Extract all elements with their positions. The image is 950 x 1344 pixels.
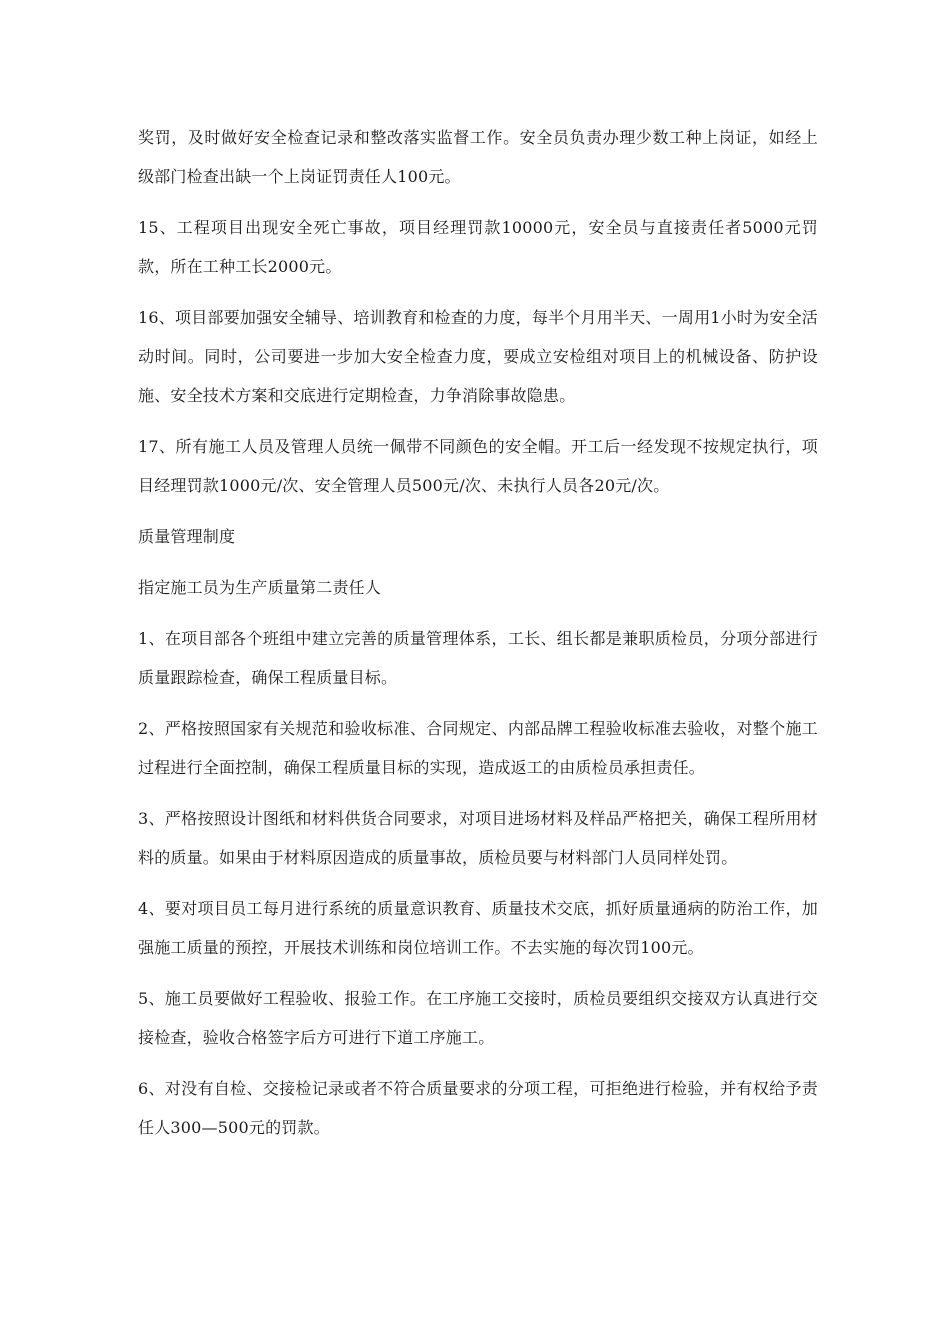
document-body: [138, 118, 818, 1159]
subheading-responsible-person: 指定施工员为生产质量第二责任人: [138, 578, 382, 597]
paragraph-quality-item-6: 6、对没有自检、交接检记录或者不符合质量要求的分项工程，可拒绝进行检验，并有权给予责任人300—500元的罚款。: [138, 1079, 818, 1137]
paragraph-reward-penalty: 奖罚，及时做好安全检查记录和整改落实监督工作。安全员负责办理少数工种上岗证，如经上级部门检查出缺一个上岗证罚责任人100元。: [138, 128, 818, 186]
paragraph-item-17: 17、所有施工人员及管理人员统一佩带不同颜色的安全帽。开工后一经发现不按规定执行，项目经理罚款1000元/次、安全管理人员500元/次、未执行人员各20元/次。: [138, 437, 818, 495]
paragraph-quality-item-5: 5、施工员要做好工程验收、报验工作。在工序施工交接时，质检员要组织交接双方认真进行交接检查，验收合格签字后方可进行下道工序施工。: [138, 989, 818, 1047]
paragraph-item-16: 16、项目部要加强安全辅导、培训教育和检查的力度，每半个月用半天、一周用1小时为安全活动时间。同时，公司要进一步加大安全检查力度，要成立安检组对项目上的机械设备、防护设施、安全技术方案和交底进行定期检查，力争消除事故隐患。: [138, 308, 818, 405]
paragraph-quality-item-2: 2、严格按照国家有关规范和验收标准、合同规定、内部品牌工程验收标准去验收，对整个施工过程进行全面控制，确保工程质量目标的实现，造成返工的由质检员承担责任。: [138, 719, 818, 777]
paragraph-quality-item-1: 1、在项目部各个班组中建立完善的质量管理体系，工长、组长都是兼职质检员，分项分部进行质量跟踪检查，确保工程质量目标。: [138, 629, 818, 687]
paragraph-quality-item-3: 3、严格按照设计图纸和材料供货合同要求，对项目进场材料及样品严格把关，确保工程所用材料的质量。如果由于材料原因造成的质量事故，质检员要与材料部门人员同样处罚。: [138, 809, 818, 867]
paragraph-quality-item-4: 4、要对项目员工每月进行系统的质量意识教育、质量技术交底，抓好质量通病的防治工作，加强施工质量的预控，开展技术训练和岗位培训工作。不去实施的每次罚100元。: [138, 899, 818, 957]
section-heading-quality-management: 质量管理制度: [138, 527, 236, 546]
paragraph-item-15: 15、工程项目出现安全死亡事故，项目经理罚款10000元，安全员与直接责任者5000元罚款，所在工种工长2000元。: [138, 218, 818, 276]
